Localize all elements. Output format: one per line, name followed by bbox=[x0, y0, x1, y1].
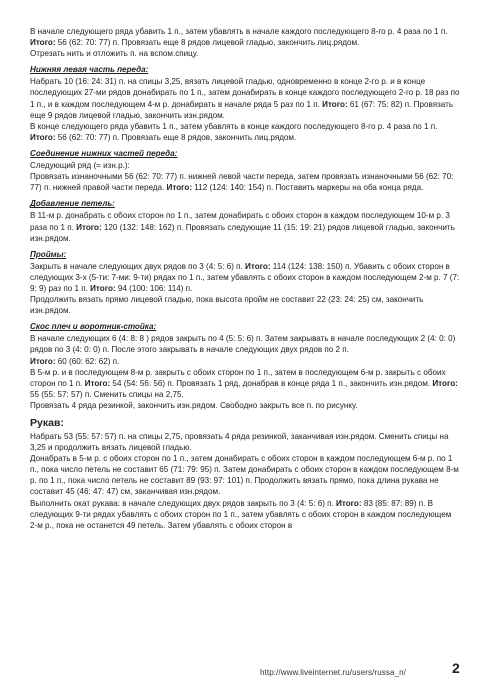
body-paragraph: Набрать 53 (55: 57: 57) п. на спицы 2,75, провязать 4 ряда резинкой, заканчивая изн.рядом. Сменить спицы на 3,25 и продолжить вязать лицевой гладью. bbox=[30, 432, 449, 453]
section-heading: Соединение нижних частей переда: bbox=[30, 148, 178, 158]
section-heading: Проймы: bbox=[30, 249, 67, 259]
body-paragraph: В начале следующих 6 (4: 8: 8 ) рядов закрыть по 4 (5: 5: 6) п. Затем закрывать в начале последующих 2 (4: 0: 0) рядов по 3 (4: 0: 0) п. После этого закрывать в начале следующих двух рядов по 2 п. bbox=[30, 334, 456, 355]
body-paragraph: Следующий ряд (= изн.р.): bbox=[30, 161, 130, 171]
body-paragraph: Выполнить окат рукава: в начале следующих двух рядов закрыть по 3 (4: 5: 6) п. Итого: 83 (85: 87: 89) п. В следующих 9-ти рядах убавлять с обоих сторон по 1 п., затем убавлять с обоих сторон в каждом последующем 2-м р., пока не останется 49 петель. Затем убавлять с обоих сторон в bbox=[30, 498, 452, 530]
body-paragraph: В 11-м р. донабрать с обоих сторон по 1 п., затем донабирать с обоих сторон в каждом последующем 10-м р. 3 раза по 1 п. Итого: 120 (132: 148: 162) п. Провязать следующие 11 (15: 19: 21) рядов лицевой гладью, закончить изн.рядом. bbox=[30, 211, 455, 243]
document-body bbox=[30, 26, 460, 531]
body-paragraph: В начале следующего ряда убавить 1 п., затем убавлять в начале каждого последующего 8-го р. 4 раза по 1 п. Итого: 56 (62: 70: 77) п. Провязать еще 8 рядов лицевой гладью, закончить лиц.рядом. bbox=[30, 27, 448, 48]
source-url[interactable]: http://www.liveinternet.ru/users/russa_n/ bbox=[260, 668, 406, 677]
body-paragraph: Итого: 60 (60: 62: 62) п. bbox=[30, 356, 120, 366]
body-paragraph: Набрать 10 (16: 24: 31) п. на спицы 3,25, вязать лицевой гладью, одновременно в конце 2-го р. и в конце последующих 27-ми рядов донабирать по 1 п., затем донабирать в конце каждого последующего 2-го р. 18 раз по 1 п., и в каждом последующем 4-м р. донабирать в начале ряда 5 раз по 1 п. Итого: 61 (67: 75: 82) п. Провязать еще 9 рядов лицевой гладью, закончить изн.рядом. bbox=[30, 77, 460, 120]
page-number: 2 bbox=[452, 660, 460, 676]
body-paragraph: Отрезать нить и отложить п. на вспом.спицу. bbox=[30, 49, 199, 59]
body-paragraph: Провязать изнаночными 56 (62: 70: 77) п. нижней левой части переда, затем провязать изнаночными 56 (62: 70: 77) п. нижней правой части переда. Итого: 112 (124: 140: 154) п. Поставить маркеры на оба конца ряда. bbox=[30, 172, 454, 193]
body-paragraph: В конце следующего ряда убавить 1 п., затем убавлять в конце каждого последующего 8-го р. 4 раза по 1 п. Итого: 56 (62: 70: 77) п. Провязать еще 8 рядов, закончить лиц.рядом. bbox=[30, 121, 438, 142]
body-paragraph: Провязать 4 ряда резинкой, закончить изн.рядом. Свободно закрыть все п. по рисунку. bbox=[30, 400, 358, 410]
body-paragraph: Продолжить вязать прямо лицевой гладью, пока высота пройм не составит 22 (23: 24: 25) см, закончить изн.рядом. bbox=[30, 295, 424, 316]
section-heading: Нижняя левая часть переда: bbox=[30, 65, 149, 75]
body-paragraph: В 5-м р. и в последующем 8-м р. закрыть с обоих сторон по 1 п., затем в последующем 6-м р. закрыть с обоих сторон по 1 п. Итого: 54 (54: 56: 56) п. Провязать 1 ряд, донабрав в конце ряда 1 п., закончить изн.рядом. Итого: 55 (55: 57: 57) п. Сменить спицы на 2,75. bbox=[30, 367, 458, 399]
body-paragraph: Донабрать в 5-м р. с обоих сторон по 1 п., затем донабирать с обоих сторон в каждом последующем 6-м р. по 1 п., пока число петель не составит 65 (71: 79: 95) п. Затем донабирать с обоих сторон в каждом последующем 8-м р. по 1 п., пока число петель не составит 89 (93: 97: 101) п. Продолжить вязать прямо, пока длина рукава не составит 45 (46: 47: 47) см, заканчивая изн.рядом. bbox=[30, 454, 459, 497]
body-paragraph: Закрыть в начале следующих двух рядов по 3 (4: 5: 6) п. Итого: 114 (124: 138: 150) п. Убавить с обоих сторон в следующих 3-х (5-ти: 7-ми: 9-ти) рядах по 1 п., затем убавлять с обоих сторон в каждом последующем 2-м р. 7 (7: 9: 9) раз по 1 п. Итого: 94 (100: 106: 114) п. bbox=[30, 261, 460, 293]
section-heading: Добавление петель: bbox=[30, 199, 115, 209]
section-heading: Рукав: bbox=[30, 417, 64, 429]
section-heading: Скос плеч и воротник-стойка: bbox=[30, 322, 157, 332]
